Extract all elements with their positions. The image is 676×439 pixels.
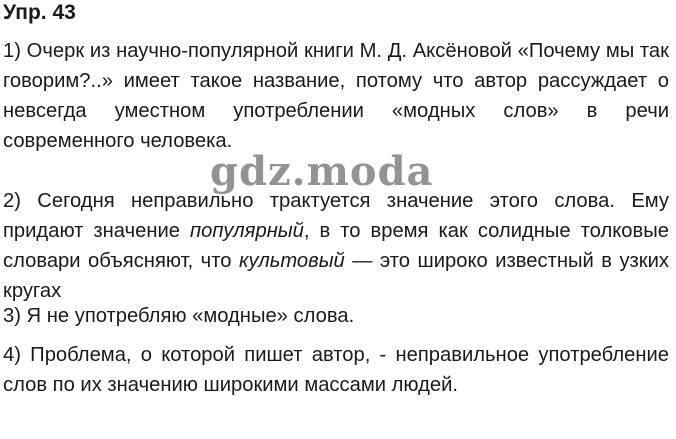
answer-paragraph-2-text-1: 2) Сегодня неправильно трактуется значение этого слова. Ему придают значение [3, 190, 669, 242]
answer-paragraph-3: 3) Я не употребляю «модные» слова. [3, 305, 355, 327]
answer-paragraph-4: 4) Проблема, о которой пишет автор, - неправильное употребление слов по их значению широкими массами людей. [3, 344, 669, 396]
answer-paragraph-2-text-2: , в то время как солидные толковые словари объясняют, что [3, 220, 669, 272]
exercise-title: Упр. 43 [3, 1, 76, 24]
italic-word-populyarny: популярный [189, 220, 304, 242]
italic-word-kultovy: культовый [238, 250, 345, 272]
watermark-logo: gdz.moda [210, 148, 434, 195]
answer-paragraph-2 [3, 186, 669, 306]
answer-paragraph-2-text-3: — это широко известный в узких кругах [3, 250, 669, 302]
answer-paragraph-1: 1) Очерк из научно-популярной книги М. Д. Аксёновой «Почему мы так говорим?..» имеет такое название, потому что автор рассуждает о невсегда уместном употреблении «модных слов» в речи современного человека. [3, 40, 669, 152]
